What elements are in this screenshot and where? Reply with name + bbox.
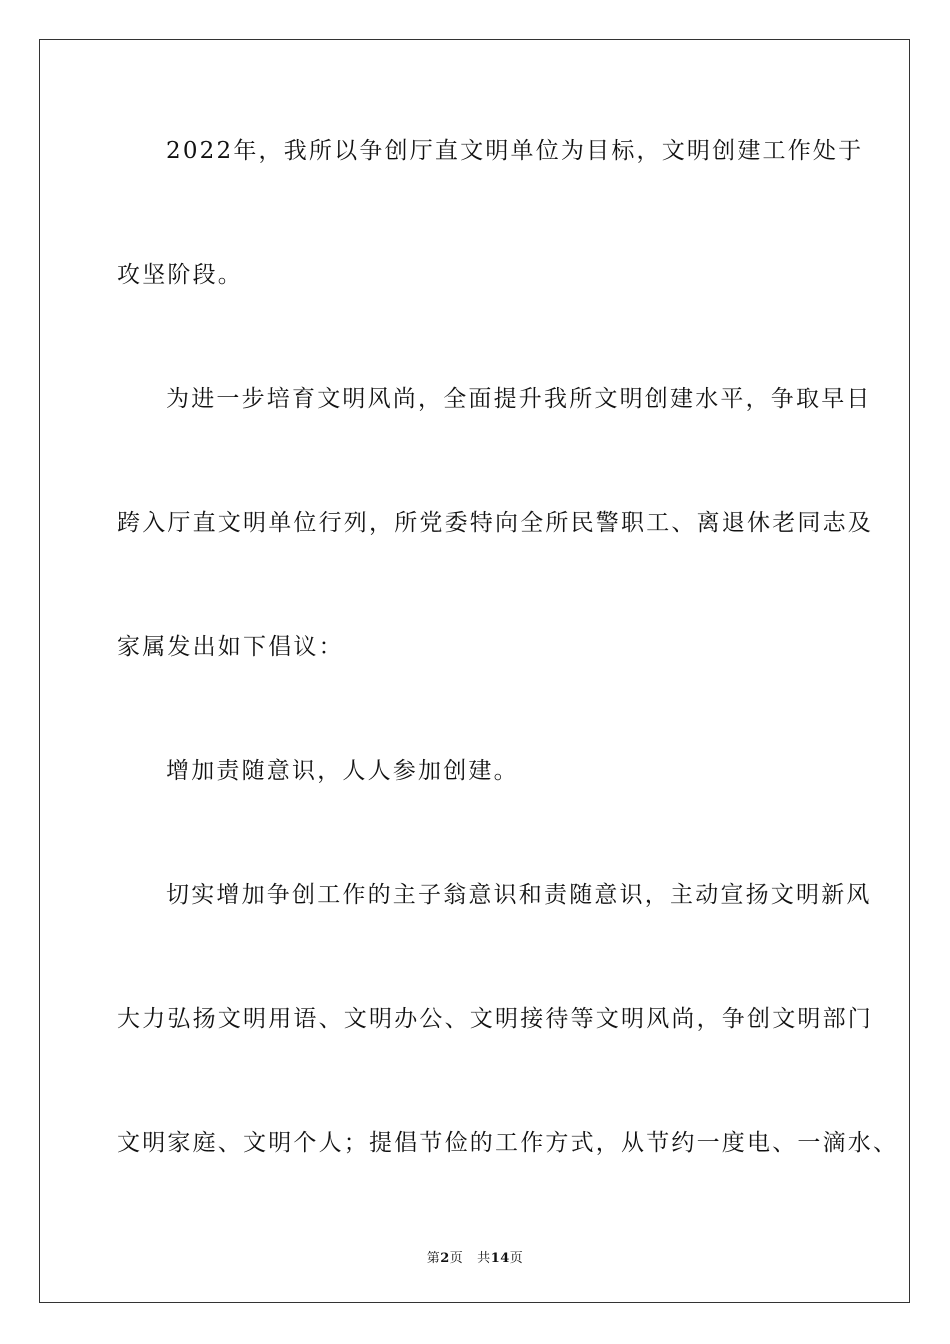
paragraph-2-line-1: 为进一步培育文明风尚，全面提升我所文明创建水平，争取早日 [166,386,872,412]
page-footer [0,1247,950,1266]
page-prefix: 第 [426,1251,441,1266]
paragraph-2-line-2: 跨入厅直文明单位行列，所党委特向全所民警职工、离退休老同志及 [117,510,873,536]
page-suffix: 页 [449,1251,464,1266]
total-pages: 14 [490,1251,510,1266]
paragraph-1-line-2: 攻坚阶段。 [117,262,243,288]
page-number: 2 [440,1251,450,1266]
paragraph-3-line-3: 文明家庭、文明个人；提倡节俭的工作方式，从节约一度电、一滴水、 [117,1130,899,1156]
paragraph-2-line-3: 家属发出如下倡议： [117,634,344,660]
section-heading: 增加责随意识，人人参加创建。 [166,758,519,784]
total-suffix: 页 [509,1251,524,1266]
paragraph-3-line-2: 大力弘扬文明用语、文明办公、文明接待等文明风尚，争创文明部门 [117,1006,873,1032]
total-prefix: 共 [477,1251,491,1266]
page-frame [39,39,910,1303]
paragraph-1-line-1: 2022年，我所以争创厅直文明单位为目标，文明创建工作处于 [166,138,864,164]
paragraph-3-line-1: 切实增加争创工作的主子翁意识和责随意识，主动宣扬文明新风 [166,882,872,908]
